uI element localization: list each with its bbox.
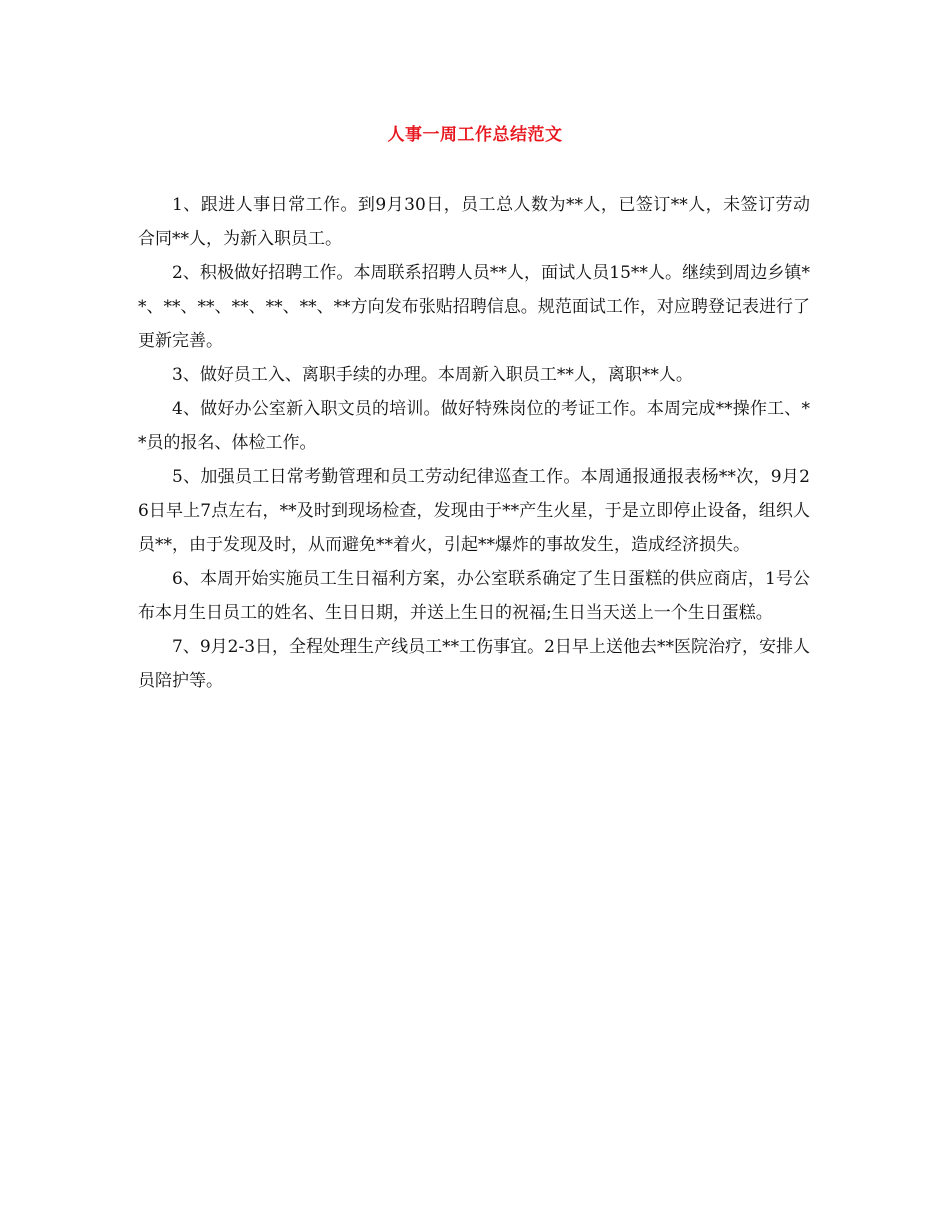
paragraph-4: 4、做好办公室新入职文员的培训。做好特殊岗位的考证工作。本周完成**操作工、**员的报名、体检工作。 [138, 399, 810, 453]
document-title: 人事一周工作总结范文 [387, 125, 563, 145]
paragraph-6: 6、本周开始实施员工生日福利方案，办公室联系确定了生日蛋糕的供应商店，1号公布本月生日员工的姓名、生日日期，并送上生日的祝福;生日当天送上一个生日蛋糕。 [138, 569, 810, 623]
paragraph-3: 3、做好员工入、离职手续的办理。本周新入职员工**人，离职**人。 [172, 365, 693, 385]
paragraph-2: 2、积极做好招聘工作。本周联系招聘人员**人，面试人员15**人。继续到周边乡镇**、**、**、**、**、**、**方向发布张贴招聘信息。规范面试工作，对应聘登记表进行了更新完善。 [138, 263, 810, 351]
paragraph-7: 7、9月2-3日，全程处理生产线员工**工伤事宜。2日早上送他去**医院治疗，安排人员陪护等。 [138, 637, 810, 691]
document-body [138, 188, 810, 698]
paragraph-1: 1、跟进人事日常工作。到9月30日，员工总人数为**人，已签订**人，未签订劳动合同**人，为新入职员工。 [138, 195, 810, 249]
paragraph-5: 5、加强员工日常考勤管理和员工劳动纪律巡查工作。本周通报通报表杨**次，9月26日早上7点左右，**及时到现场检查，发现由于**产生火星，于是立即停止设备，组织人员**，由于发现及时，从而避免**着火，引起**爆炸的事故发生，造成经济损失。 [138, 467, 810, 555]
